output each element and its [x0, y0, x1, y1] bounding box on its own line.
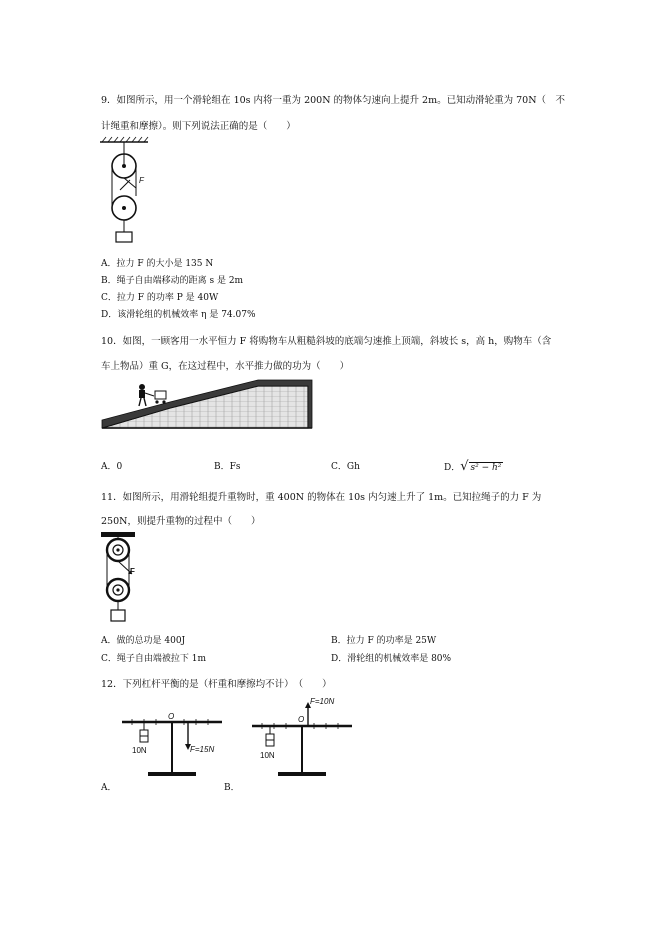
q9-option-a: A．拉力 F 的大小是 135 N: [101, 259, 214, 269]
q11-line2: 250N，则提升重物的过程中（ ）: [101, 516, 261, 527]
q10-option-b: B．Fs: [214, 462, 241, 472]
q12-line1: 12．下列杠杆平衡的是（杆重和摩擦均不计） （ ）: [101, 679, 332, 690]
q10-option-c: C．Gh: [331, 462, 360, 472]
q12-label-b: B．: [224, 783, 240, 793]
q11-pulley-figure: [98, 530, 158, 625]
q12-lever-figure-b: [248, 696, 358, 778]
q10-line1: 10．如图，一顾客用一水平恒力 F 将购物车从粗糙斜坡的底端匀速推上顶端，斜坡长 s，高 h，购物车（含: [101, 336, 552, 347]
q12-lever-figure-a: [118, 712, 228, 778]
q9-line1: 9．如图所示，用一个滑轮组在 10s 内将一重为 200N 的物体匀速向上提升 2m。已知动滑轮重为 70N（ 不: [101, 95, 566, 106]
q11-option-d: D．滑轮组的机械效率是 80%: [331, 654, 452, 664]
q12-b-pivot-label: O: [298, 715, 305, 724]
q9-force-label: F: [139, 176, 144, 185]
q11-option-c: C．绳子自由端被拉下 1m: [101, 654, 207, 664]
q11-force-label: F: [130, 567, 135, 576]
q12-label-a: A．: [101, 783, 117, 793]
q12-b-force-label: F=10N: [310, 697, 335, 706]
q9-line2: 计绳重和摩擦）。则下列说法正确的是（ ）: [101, 121, 296, 132]
q10-option-d: [444, 459, 503, 474]
q10-option-d-formula: s² − h²: [470, 463, 502, 473]
q11-option-b: B．拉力 F 的功率是 25W: [331, 636, 437, 646]
q9-option-b: B．绳子自由端移动的距离 s 是 2m: [101, 276, 244, 286]
q11-option-a: A．做的总功是 400J: [101, 636, 186, 646]
q12-a-force-label: F=15N: [190, 745, 215, 754]
q9-option-c: C．拉力 F 的功率 P 是 40W: [101, 293, 219, 303]
sqrt-icon: √: [460, 459, 469, 474]
q12-b-weight-label: 10N: [260, 751, 275, 760]
q10-option-d-prefix: D．: [444, 463, 461, 473]
q12-a-weight-label: 10N: [132, 746, 147, 755]
q9-pulley-figure: [96, 136, 156, 246]
q10-line2: 车上物品）重 G，在这过程中，水平推力做的功为（ ）: [101, 361, 350, 372]
q11-line1: 11．如图所示，用滑轮组提升重物时，重 400N 的物体在 10s 内匀速上升了 1m。已知拉绳子的力 F 为: [101, 492, 542, 503]
q9-option-d: D．该滑轮组的机械效率 η 是 74.07%: [101, 310, 256, 320]
q10-slope-figure: [100, 376, 320, 432]
q10-option-a: A．0: [101, 462, 123, 472]
q12-a-pivot-label: O: [168, 712, 175, 721]
